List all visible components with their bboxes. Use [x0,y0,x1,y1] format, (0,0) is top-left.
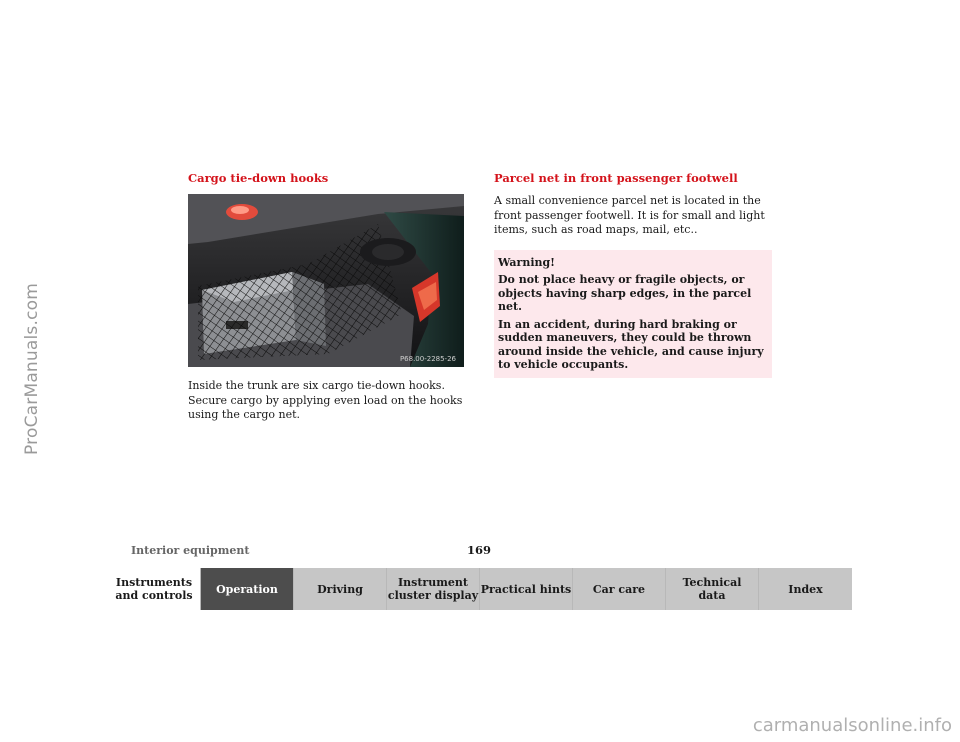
footer-section-title: Interior equipment [131,544,250,557]
right-column [494,171,776,378]
tab-car-care[interactable]: Car care [573,568,666,610]
page-number: 169 [467,543,492,557]
trunk-illustration-svg [188,194,464,367]
trunk-cargo-net-illustration [188,194,464,367]
tab-instrument-cluster-display[interactable]: Instrument cluster display [387,568,480,610]
tab-practical-hints[interactable]: Practical hints [480,568,573,610]
tab-technical-data[interactable]: Technical data [666,568,759,610]
left-column [188,171,468,423]
warning-paragraph-1: Do not place heavy or fragile objects, or objects having sharp edges, in the parcel net. [498,273,752,313]
warning-title: Warning! [498,255,556,269]
warning-paragraph-2: In an accident, during hard braking or sudden maneuvers, they could be thrown around inside the vehicle, and cause injury to vehicle occupants. [498,317,764,371]
parcel-net-text: A small convenience parcel net is located in the front passenger footwell. It is for small and light items, such as road maps, mail, etc.. [494,194,765,236]
cargo-hooks-heading: Cargo tie-down hooks [188,171,329,185]
watermark-procarmanuals: ProCarManuals.com [22,283,42,455]
figure-label: P68.00-2285-26 [399,355,456,363]
warning-box [494,250,772,378]
watermark-carmanualsonline: carmanualsonline.info [752,715,952,736]
tab-driving[interactable]: Driving [294,568,387,610]
tab-operation[interactable]: Operation [201,568,294,610]
parcel-net-heading: Parcel net in front passenger footwell [494,171,738,185]
tab-index[interactable]: Index [759,568,852,610]
cargo-hooks-text: Inside the trunk are six cargo tie-down hooks. Secure cargo by applying even load on the hooks using the cargo net. [188,379,463,421]
tab-instruments-and-controls[interactable]: Instruments and controls [108,568,201,610]
chapter-navigation [108,568,852,610]
